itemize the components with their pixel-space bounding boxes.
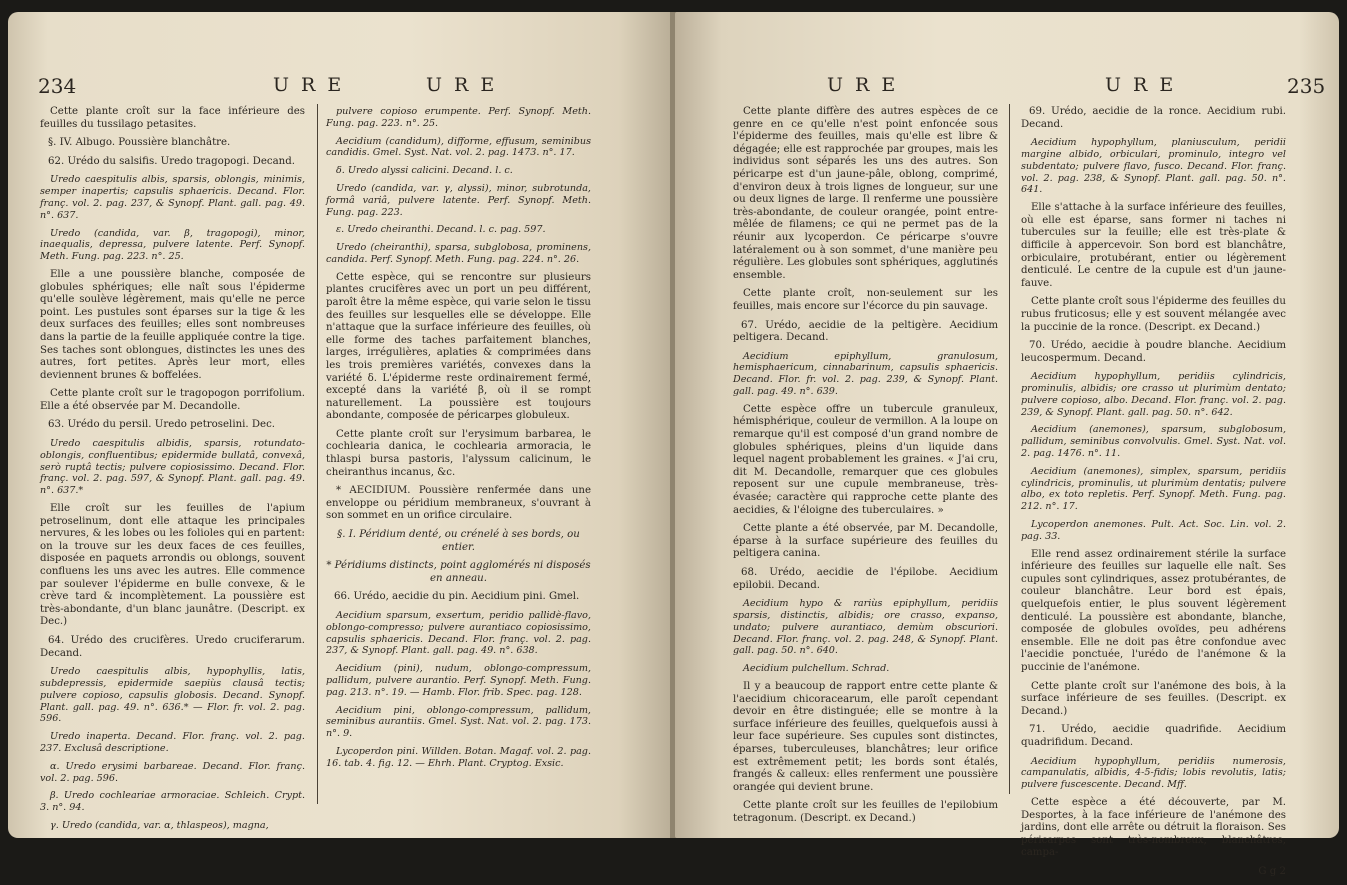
column-rule [1009, 104, 1010, 794]
paragraph: 66. Urédo, aecidie du pin. Aecidium pini. Gmel. [334, 591, 580, 603]
paragraph: Aecidium (anemones), sparsum, subglobosum, pallidum, seminibus convolvulis. Gmel. Syst. Nat. vol. 2. pag. 1476. n°. 11. [1021, 424, 1286, 460]
paragraph: Uredo caespitulis albidis, sparsis, rotundato-oblongis, confluentibus; epidermide bullatâ, convexâ, serò ruptâ tectis; pulvere copiosissimo. Decand. Flor. franç. vol. 2. pag. 597, & Synopf. Plant. gall. pag. 49. n°. 637.* [40, 438, 305, 497]
paragraph: Cette espèce offre un tubercule granuleux, hémisphérique, couleur de vermillon. A la loupe on remarque qu'il est composé d'un grand nombre de globules sphériques, pleins d'un liquide dans lequel nagent probablement les graines. « J'ai cru, dit M. Decandolle, remarquer que ces globules reposent sur une cupule membraneuse, très-évasée; caractère qui rapproche cette plante des aecidies, & l'éloigne des tuberculaires. » [733, 403, 998, 516]
paragraph: Lycoperdon anemones. Pult. Act. Soc. Lin. vol. 2. pag. 33. [1021, 519, 1286, 542]
paragraph: 62. Urédo du salsifis. Uredo tragopogi. Decand. [48, 155, 295, 167]
paragraph: Elle a une poussière blanche, composée de globules sphériques; elle naît sous l'épiderme qu'elle soulève légèrement, mais qu'elle ne perce point. Les pustules sont éparses sur la tige & les deux surfaces des feuilles; elles sont nombreuses dans la partie de la feuille appliquée contre la tige. Ses taches sont oblongues, distinctes les unes des autres, fort petites. Après leur mort, elles deviennent brunes & boffelées. [40, 268, 305, 381]
paragraph: 63. Urédo du persil. Uredo petroselini. Dec. [48, 419, 276, 431]
paragraph: 64. Urédo des crucifères. Uredo cruciferarum. Decand. [40, 635, 305, 659]
paragraph: Aecidium hypo & rariùs epiphyllum, peridiis sparsis, distinctis, albidis; ore crasso, expanso, undato; pulvere aurantiaco, demùm obscuriori. Decand. Flor. franç. vol. 2. pag. 248, & Synopf. Plant. gall. pag. 50. n°. 640. [733, 598, 998, 657]
paragraph: Aecidium hypophyllum, peridiis numerosis, campanulatis, albidis, 4-5-fidis; lobis revolutis, latis; pulvere fuscescente. Decand. Mff. [1021, 755, 1286, 791]
paragraph: Elle croît sur les feuilles de l'apium petroselinum, dont elle attaque les principales nervures, & les lobes ou les folioles qui en partent: on la trouve sur les deux faces de ces feuilles, disposée en paquets arrondis ou oblongs, souvent confluens les uns avec les autres. Elle commence par soulever l'épiderme en bulle convexe, & le crève tard & incomplètement. La poussière est très-abondante, d'un blanc jaunâtre. (Descript. ex Dec.) [40, 503, 305, 628]
paragraph: Aecidium (pini), nudum, oblongo-compressum, pallidum, pulvere aurantio. Perf. Synopf. Meth. Fung. pag. 213. n°. 19. — Hamb. Flor. frib. Spec. pag. 128. [326, 663, 591, 698]
paragraph: Elle s'attache à la surface inférieure des feuilles, où elle est éparse, sans former ni taches ni tubercules sur la feuille; elle est très-plate & difficile à appercevoir. Son bord est blanchâtre, orbiculaire, protubérant, entier ou légèrement denticulé. Le centre de la cupule est d'un jaune-fauve. [1021, 202, 1286, 289]
paragraph: §. IV. Albugo. Poussière blanchâtre. [48, 137, 231, 149]
paragraph: δ. Uredo alyssi calicini. Decand. l. c. [336, 165, 513, 177]
paragraph: Aecidium (anemones), simplex, sparsum, peridiis cylindricis, prominulis, ut plurimùm dentatis; pulvere albo, ex toto repletis. Perf. Synopf. Meth. Fung. pag. 212. n°. 17. [1021, 465, 1286, 513]
paragraph: Aecidium hypophyllum, peridiis cylindricis, prominulis, albidis; ore crasso ut plurimùm dentato; pulvere copioso, albo. Decand. Flor. franç. vol. 2. pag. 239, & Synopf. Plant. gall. pag. 50. n°. 642. [1021, 371, 1286, 418]
paragraph: 67. Urédo, aecidie de la peltigère. Aecidium peltigera. Decand. [733, 319, 998, 344]
paragraph: Cette espèce a été découverte, par M. Desportes, à la face inférieure de l'anémone des jardins, dont elle arrête ou détruit la floraison. Ses péricarpes sont très-nombreux, blanchâtres, campa- [1021, 796, 1286, 859]
running-head: U R E [273, 74, 345, 96]
paragraph: Cette plante croît sur l'anémone des bois, à la surface inférieure de ses feuilles. (Descript. ex Decand.) [1021, 680, 1286, 717]
open-book [8, 12, 1339, 877]
right-page [675, 12, 1339, 877]
paragraph: Aecidium pini, oblongo-compressum, pallidum, seminibus aurantiis. Gmel. Syst. Nat. vol. 2. pag. 173. n°. 9. [326, 704, 591, 740]
paragraph: Aecidium epiphyllum, granulosum, hemisphaericum, cinnabarinum, capsulis sphaericis. Decand. Flor. fr. vol. 2. pag. 239, & Synopf. Plant. gall. pag. 49. n°. 639. [733, 350, 998, 398]
paragraph: Cette plante croît sous l'épiderme des feuilles du rubus fruticosus; elle y est souvent mélangée avec la puccinie de la ronce. (Descript. ex Decand.) [1021, 296, 1286, 333]
paragraph: Aecidium pulchellum. Schrad. [743, 663, 890, 675]
paragraph: Cette plante croît sur les feuilles de l'epilobium tetragonum. (Descript. ex Decand.) [733, 800, 998, 824]
paragraph: Cette plante a été observée, par M. Decandolle, éparse à la surface supérieure des feuilles du peltigera canina. [733, 523, 998, 560]
paragraph: α. Uredo erysimi barbareae. Decand. Flor. franç. vol. 2. pag. 596. [40, 760, 305, 784]
paragraph: Elle rend assez ordinairement stérile la surface inférieure des feuilles sur laquelle elle naît. Ses cupules sont cylindriques, assez protubérantes, de couleur blanchâtre. Leur bord est épais, quelquefois entier, le plus souvent légèrement denticulé. La poussière est abondante, blanche, composée de globules ovoïdes, peu adhérens ensemble. Elle ne doit pas être confondue avec l'aecidie ponctuée, l'urédo de l'anémone & la puccinie de l'anémone. [1021, 548, 1286, 673]
left-page [8, 12, 672, 838]
paragraph: Uredo (candida, var. γ, alyssi), minor, subrotunda, formâ variâ, pulvere latente. Perf. Synopf. Meth. Fung. pag. 223. [326, 182, 591, 218]
right-column-1 [733, 106, 998, 832]
left-column-1 [40, 106, 305, 838]
paragraph: Uredo (candida, var. β, tragopogi), minor, inaequalis, depressa, pulvere latente. Perf. Synopf. Meth. Fung. pag. 223. n°. 25. [40, 227, 305, 263]
paragraph: * AECIDIUM. Poussière renfermée dans une enveloppe ou péridium membraneux, s'ouvrant à son sommet en un orifice circulaire. [326, 485, 591, 522]
paragraph: ε. Uredo cheiranthi. Decand. l. c. pag. 597. [336, 224, 546, 236]
running-head-right-column: U R E [426, 74, 498, 96]
paragraph: * Péridiums distincts, point agglomérés ni disposés en anneau. [326, 560, 591, 584]
paragraph: §. I. Péridium denté, ou crénelé à ses bords, ou entier. [337, 529, 580, 553]
paragraph: Cette plante croît sur l'erysimum barbarea, le cochlearia danica, le cochlearia armoracia, le thlaspi bursa pastoris, l'alyssum calicinum, le cheiranthus incanus, &c. [326, 428, 591, 478]
paragraph: Cette plante diffère des autres espèces de ce genre en ce qu'elle n'est point enfoncée sous l'épiderme des feuilles, mais qu'elle est libre & dégagée; elle est rapprochée par groupes, mais les individus sont séparés les uns des autres. Son péricarpe est d'un jaune-pâle, oblong, comprimé, d'environ deux à trois lignes de longueur, sur une ou deux lignes de large. Il renferme une poussière très-abondante, de couleur orangée, point entre-mêlée de filamens; ce qui ne permet pas de la réunir aux lycoperdon. Ce péricarpe s'ouvre latéralement ou à son sommet, d'une manière peu régulière. Les globules sont sphériques, agglutinés ensemble. [733, 106, 998, 281]
running-head: U R E [827, 74, 899, 96]
column-rule [317, 104, 318, 804]
paragraph: Lycoperdon pini. Willden. Botan. Magaf. vol. 2. pag. 16. tab. 4. fig. 12. — Ehrh. Plant. Cryptog. Exsic. [326, 745, 591, 769]
paragraph: 69. Urédo, aecidie de la ronce. Aecidium rubi. Decand. [1021, 106, 1286, 130]
paragraph: Uredo inaperta. Decand. Flor. franç. vol. 2. pag. 237. Exclusâ descriptione. [40, 731, 305, 754]
paragraph: Uredo (cheiranthi), sparsa, subglobosa, prominens, candida. Perf. Synopf. Meth. Fung. pag. 224. n°. 26. [326, 242, 591, 265]
paragraph: Uredo caespitulis albis, hypophyllis, latis, subdepressis, epidermide saepiùs clausâ tectis; pulvere copioso, capsulis globosis. Decand. Synopf. Plant. gall. pag. 49. n°. 636.* — Flor. fr. vol. 2. pag. 596. [40, 666, 305, 725]
paragraph: 68. Urédo, aecidie de l'épilobe. Aecidium epilobii. Decand. [733, 567, 998, 591]
paragraph: Aecidium sparsum, exsertum, peridio pallidè-flavo, oblongo-compresso; pulvere aurantiaco copiosissimo, capsulis sphaericis. Decand. Flor. franç. vol. 2. pag. 237, & Synopf. Plant. gall. pag. 49. n°. 638. [326, 610, 591, 657]
paragraph: β. Uredo cochleariae armoraciae. Schleich. Crypt. 3. n°. 94. [40, 790, 305, 814]
paragraph: pulvere copioso erumpente. Perf. Synopf. Meth. Fung. pag. 223. n°. 25. [326, 106, 591, 129]
paragraph: Cette espèce, qui se rencontre sur plusieurs plantes crucifères avec un port un peu différent, paroît être la même espèce, qui varie selon le tissu des feuilles sur lesquelles elle se développe. Elle n'attaque que la surface inférieure des feuilles, où elle forme des taches parfaitement blanches, larges, irrégulières, aplaties & comprimées dans les trois premières variétés, convexes dans la variété δ. L'épiderme reste ordinairement fermé, excepté dans la variété β, où il se rompt naturellement. La poussière est toujours abondante, composée de péricarpes globuleux. [326, 271, 591, 422]
right-column-2 [1021, 106, 1286, 885]
paragraph: Cette plante croît, non-seulement sur les feuilles, mais encore sur l'écorce du pin sauvage. [733, 288, 998, 312]
paragraph: Uredo caespitulis albis, sparsis, oblongis, minimis, semper inapertis; capsulis sphaericis. Decand. Flor. franç. vol. 2. pag. 237, & Synopf. Plant. gall. pag. 49. n°. 637. [40, 174, 305, 221]
paragraph: Cette plante croît sur la face inférieure des feuilles du tussilago petasites. [40, 106, 305, 130]
paragraph: Il y a beaucoup de rapport entre cette plante & l'aecidium chicoracearum, elle paroît cependant devoir en être distinguée; elle se montre à la surface inférieure des feuilles, quelquefois aussi à leur face supérieure. Ses cupules sont distinctes, éparses, tuberculeuses, blanchâtres; leur orifice est extrêmement petit; les bords sont étalés, frangés & calleux: elles renferment une poussière orangée qui devient brune. [733, 680, 998, 793]
paragraph: Aecidium (candidum), difforme, effusum, seminibus candidis. Gmel. Syst. Nat. vol. 2. pag. 1473. n°. 17. [326, 135, 591, 159]
paragraph: Cette plante croît sur le tragopogon porrifolium. Elle a été observée par M. Decandolle. [40, 388, 305, 412]
paragraph: 70. Urédo, aecidie à poudre blanche. Aecidium leucospermum. Decand. [1021, 340, 1286, 364]
page-number: 234 [38, 74, 77, 98]
paragraph: 71. Urédo, aecidie quadrifide. Aecidium quadrifidum. Decand. [1021, 724, 1286, 748]
paragraph: γ. Uredo (candida, var. α, thlaspeos), magna, [50, 819, 269, 831]
paragraph: Aecidium hypophyllum, planiusculum, peridii margine albido, orbiculari, prominulo, integro vel subdentato; pulvere flavo, fusco. Decand. Flor. franç. vol. 2. pag. 238, & Synopf. Plant. gall. pag. 50. n°. 641. [1021, 137, 1286, 196]
left-column-2 [326, 106, 591, 776]
running-head-right-column: U R E [1105, 74, 1177, 96]
signature-mark: G g 2 [1258, 865, 1286, 877]
page-number: 235 [1287, 74, 1326, 98]
